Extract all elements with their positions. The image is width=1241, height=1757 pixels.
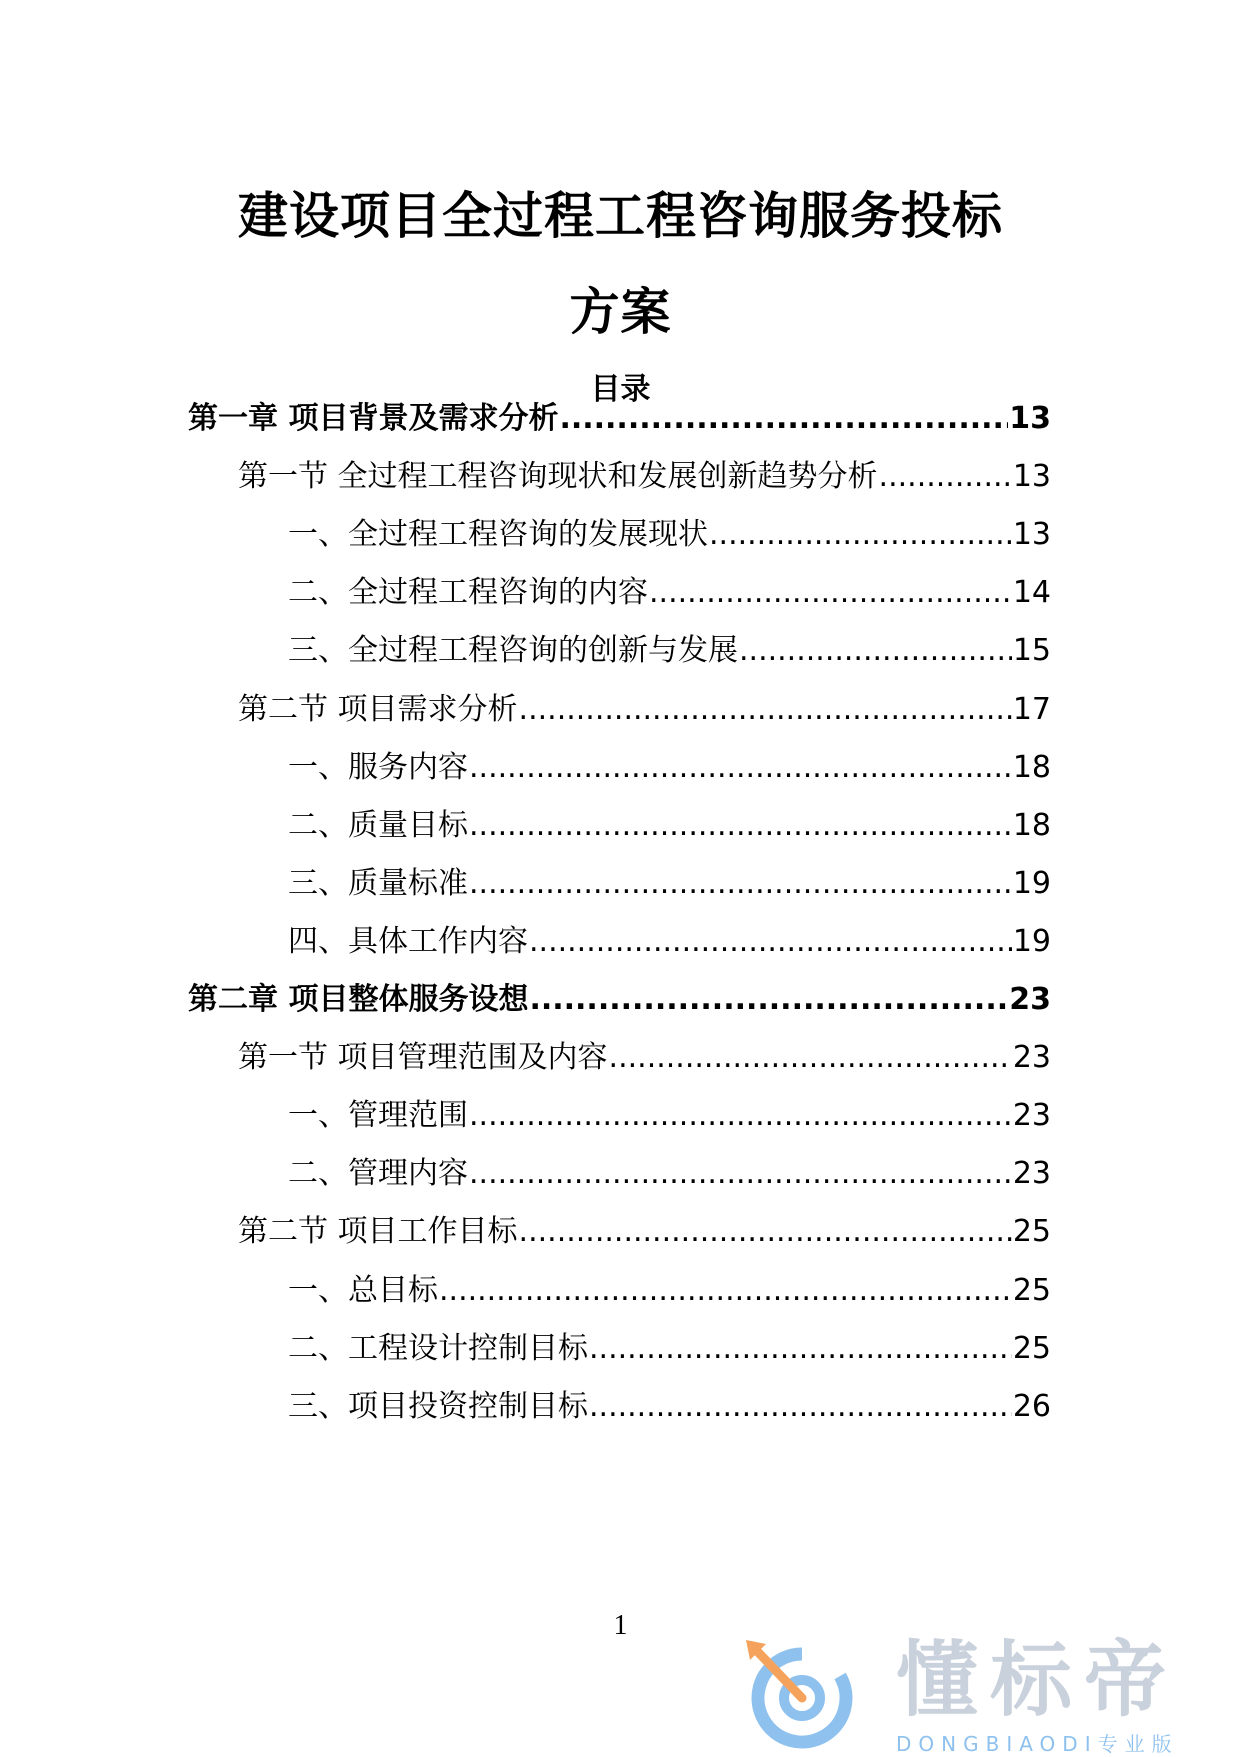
toc-dot-leader — [519, 691, 1012, 729]
toc-entry-page-number: 23 — [1012, 1098, 1051, 1133]
toc-entry[interactable] — [288, 508, 1051, 554]
toc-entry-label: 第一节 全过程工程咨询现状和发展创新趋势分析 — [238, 459, 878, 494]
toc-entry[interactable] — [288, 1089, 1051, 1135]
toc-entry[interactable] — [238, 683, 1051, 729]
watermark-brand-subtitle: DONGBIAODI专业版 — [896, 1732, 1179, 1756]
toc-entry[interactable] — [238, 1031, 1051, 1077]
toc-entry-page-number: 13 — [1012, 517, 1051, 552]
toc-entry-page-number: 18 — [1012, 808, 1051, 843]
toc-dot-leader — [709, 516, 1012, 554]
toc-entry-label: 一、总目标 — [288, 1273, 438, 1308]
watermark-brand-name: 懂标帝 — [896, 1633, 1179, 1728]
toc-entry[interactable] — [288, 1147, 1051, 1193]
toc-dot-leader — [649, 574, 1012, 612]
toc-entry-page-number: 14 — [1012, 575, 1051, 610]
toc-entry-label: 二、工程设计控制目标 — [288, 1331, 588, 1366]
toc-dot-leader — [469, 1155, 1012, 1193]
toc-dot-leader — [589, 1388, 1012, 1426]
toc-entry[interactable] — [288, 915, 1051, 961]
document-title-line-1: 建设项目全过程工程咨询服务投标 — [238, 187, 1003, 245]
toc-entry-label: 第二节 项目需求分析 — [238, 692, 518, 727]
toc-entry-label: 二、质量目标 — [288, 808, 468, 843]
toc-entry[interactable] — [238, 1205, 1051, 1251]
toc-dot-leader — [469, 1097, 1012, 1135]
toc-entry-page-number: 15 — [1012, 633, 1051, 668]
toc-heading: 目录 — [590, 372, 651, 407]
toc-entry-label: 四、具体工作内容 — [288, 924, 528, 959]
toc-entry[interactable] — [288, 857, 1051, 903]
toc-dot-leader — [589, 1330, 1012, 1368]
toc-entry[interactable] — [288, 1380, 1051, 1426]
toc-entry-page-number: 19 — [1012, 866, 1051, 901]
toc-entry-page-number: 18 — [1012, 750, 1051, 785]
toc-entry-label: 一、管理范围 — [288, 1098, 468, 1133]
toc-dot-leader — [469, 749, 1012, 787]
toc-entry[interactable] — [288, 624, 1051, 670]
toc-entry[interactable] — [188, 973, 1051, 1019]
toc-dot-leader — [609, 1039, 1012, 1077]
toc-entry[interactable] — [188, 392, 1051, 438]
toc-entry-label: 第一节 项目管理范围及内容 — [238, 1040, 608, 1075]
toc-entry-page-number: 13 — [1012, 459, 1051, 494]
toc-entry-label: 三、全过程工程咨询的创新与发展 — [288, 633, 738, 668]
document-title-line-2: 方案 — [569, 283, 672, 341]
toc-dot-leader — [529, 923, 1012, 961]
toc-entry-page-number: 23 — [1012, 1040, 1051, 1075]
toc-dot-leader — [469, 865, 1012, 903]
toc-entry-label: 三、质量标准 — [288, 866, 468, 901]
toc-entry-page-number: 23 — [1012, 1156, 1051, 1191]
watermark — [740, 1633, 1220, 1756]
toc-dot-leader — [739, 632, 1012, 670]
toc-entry-label: 三、项目投资控制目标 — [288, 1389, 588, 1424]
toc-entry-label: 二、管理内容 — [288, 1156, 468, 1191]
toc-entry-page-number: 25 — [1012, 1273, 1051, 1308]
toc-dot-leader — [469, 807, 1012, 845]
toc-entry-label: 一、服务内容 — [288, 750, 468, 785]
toc-entry-page-number: 25 — [1012, 1331, 1051, 1366]
toc-entry-label: 二、全过程工程咨询的内容 — [288, 575, 648, 610]
toc-entry-label: 第二章 项目整体服务设想 — [188, 982, 529, 1017]
toc-entry-label: 一、全过程工程咨询的发展现状 — [288, 517, 708, 552]
toc-entry-page-number: 13 — [1009, 401, 1051, 436]
toc-entry-page-number: 19 — [1012, 924, 1051, 959]
toc-entry-page-number: 25 — [1012, 1214, 1051, 1249]
toc-entry-page-number: 26 — [1012, 1389, 1051, 1424]
toc-dot-leader — [559, 400, 1008, 438]
toc-entry[interactable] — [288, 741, 1051, 787]
toc-entry[interactable] — [288, 799, 1051, 845]
toc-dot-leader — [519, 1213, 1012, 1251]
toc-entry-label: 第一章 项目背景及需求分析 — [188, 401, 559, 436]
toc-entry[interactable] — [238, 450, 1051, 496]
toc-entry-page-number: 17 — [1012, 692, 1051, 727]
toc-dot-leader — [879, 458, 1012, 496]
toc-entry[interactable] — [288, 1322, 1051, 1368]
page-number: 1 — [613, 1610, 628, 1641]
brand-logo-icon — [740, 1636, 870, 1754]
toc-entry[interactable] — [288, 566, 1051, 612]
toc-entry-label: 第二节 项目工作目标 — [238, 1214, 518, 1249]
toc-entry[interactable] — [288, 1264, 1051, 1310]
toc-dot-leader — [529, 981, 1008, 1019]
toc-dot-leader — [439, 1272, 1012, 1310]
toc-entry-page-number: 23 — [1009, 982, 1051, 1017]
